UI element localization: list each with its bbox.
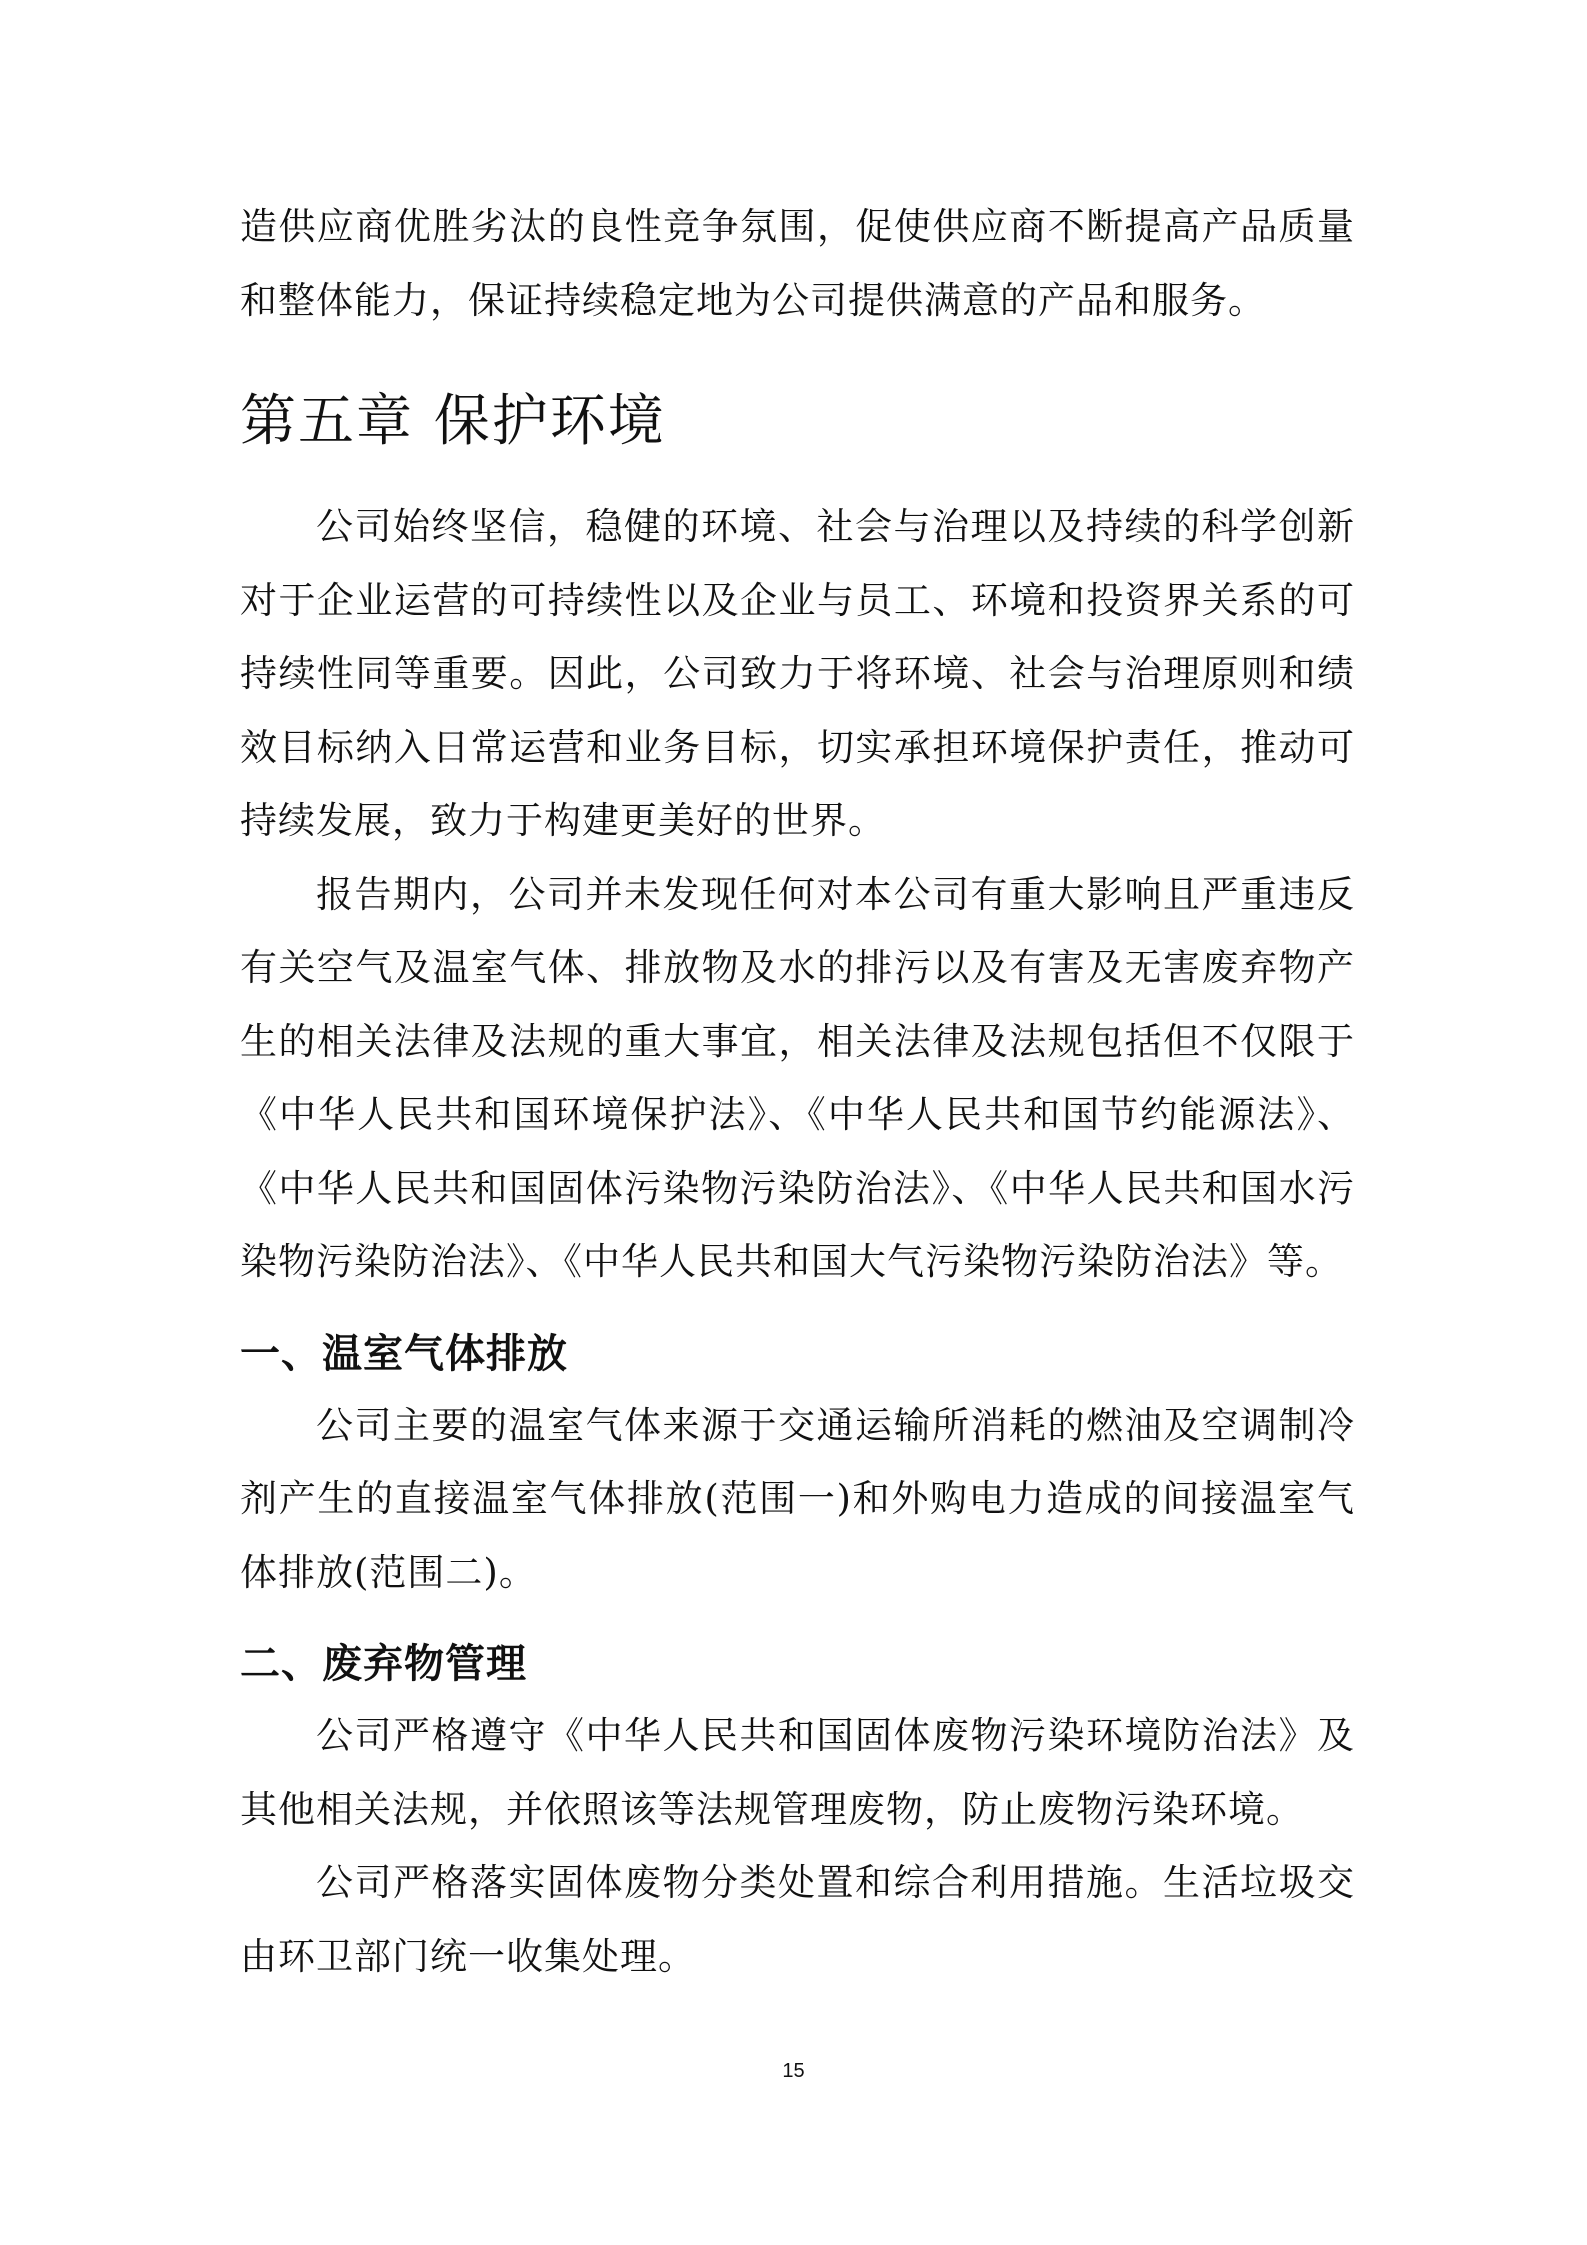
- section-paragraph-waste-disposal: 公司严格落实固体废物分类处置和综合利用措施。生活垃圾交由环卫部门统一收集处理。: [240, 1861, 1355, 1978]
- section-paragraph-waste-law: 公司严格遵守《中华人民共和国固体废物污染环境防治法》及其他相关法规，并依照该等法规管理废物，防止废物污染环境。: [240, 1714, 1355, 1831]
- page-number: 15: [782, 2060, 805, 2082]
- chapter-paragraph-compliance: 报告期内，公司并未发现任何对本公司有重大影响且严重违反有关空气及温室气体、排放物及水的排污以及有害及无害废弃物产生的相关法律及法规的重大事宜，相关法律及法规包括但不仅限于《中华人民共和国环境保护法》、《中华人民共和国节约能源法》、《中华人民共和国固体污染物污染防治法》、《中华人民共和国水污染物污染防治法》、《中华人民共和国大气污染物污染防治法》等。: [240, 872, 1355, 1283]
- chapter-title: 第五章 保护环境: [240, 389, 666, 454]
- section-paragraph-ghg-sources: 公司主要的温室气体来源于交通运输所消耗的燃油及空调制冷剂产生的直接温室气体排放(范围一)和外购电力造成的间接温室气体排放(范围二)。: [240, 1403, 1355, 1594]
- section-title-ghg-emissions: 一、温室气体排放: [240, 1330, 568, 1377]
- chapter-paragraph-commitment: 公司始终坚信，稳健的环境、社会与治理以及持续的科学创新对于企业运营的可持续性以及企业与员工、环境和投资界关系的可持续性同等重要。因此，公司致力于将环境、社会与治理原则和绩效目标纳入日常运营和业务目标，切实承担环境保护责任，推动可持续发展，致力于构建更美好的世界。: [240, 505, 1355, 842]
- intro-continuation-paragraph: 造供应商优胜劣汰的良性竞争氛围，促使供应商不断提高产品质量和整体能力，保证持续稳定地为公司提供满意的产品和服务。: [240, 205, 1355, 322]
- section-title-waste-management: 二、废弃物管理: [240, 1641, 527, 1687]
- document-page: [240, 190, 1355, 1993]
